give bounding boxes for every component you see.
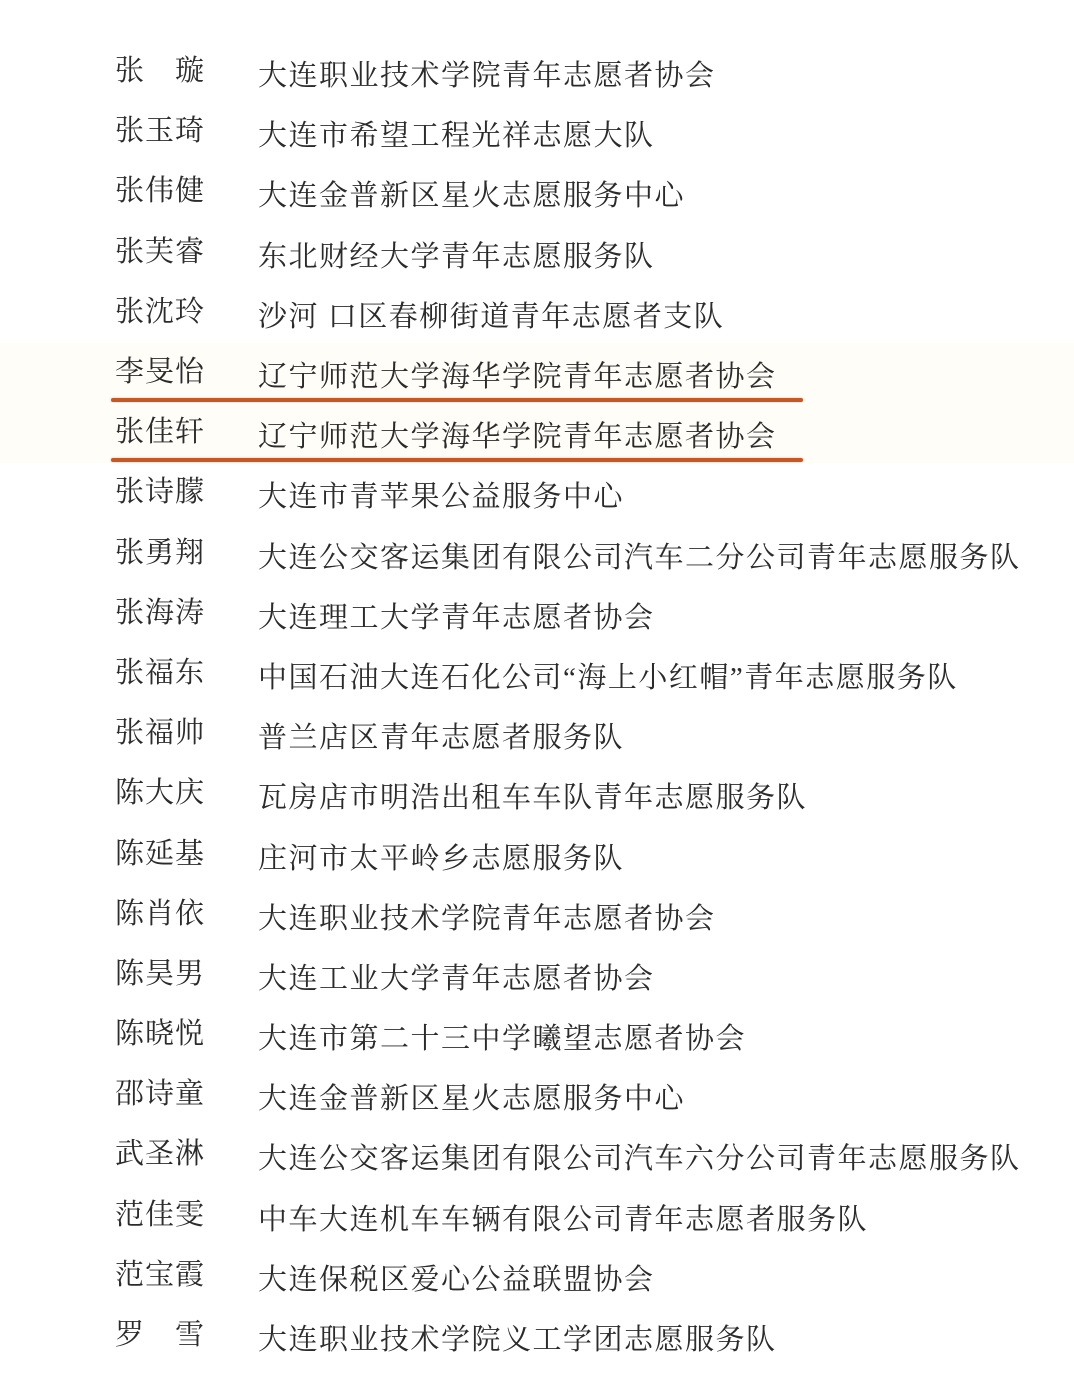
list-item	[0, 1065, 1074, 1125]
organization-name: 东北财经大学青年志愿服务队	[258, 240, 655, 273]
organization-name: 大连职业技术学院青年志愿者协会	[258, 902, 716, 935]
organization-name: 大连公交客运集团有限公司汽车二分公司青年志愿服务队	[258, 541, 1021, 574]
organization-name: 大连职业技术学院青年志愿者协会	[258, 60, 716, 93]
list-item	[0, 1306, 1074, 1366]
volunteer-name: 陈大庆	[115, 777, 206, 810]
volunteer-name: 陈晓悦	[115, 1018, 206, 1051]
list-item	[0, 524, 1074, 584]
list-item	[0, 283, 1074, 343]
organization-name: 大连理工大学青年志愿者协会	[258, 601, 655, 634]
volunteer-name: 张玉琦	[115, 115, 206, 148]
volunteer-name: 张福帅	[115, 717, 206, 750]
volunteer-name: 陈昊男	[115, 958, 206, 991]
organization-name: 瓦房店市明浩出租车车队青年志愿服务队	[258, 782, 808, 815]
volunteer-name: 范宝霞	[115, 1259, 206, 1292]
list-item	[0, 1186, 1074, 1246]
volunteer-name: 罗 雪	[115, 1319, 206, 1352]
highlight-underline	[111, 458, 803, 462]
volunteer-name: 张福东	[115, 657, 206, 690]
list-item	[0, 945, 1074, 1005]
list-item	[0, 1005, 1074, 1065]
organization-name: 大连公交客运集团有限公司汽车六分公司青年志愿服务队	[258, 1143, 1021, 1176]
organization-name: 辽宁师范大学海华学院青年志愿者协会	[258, 421, 777, 454]
volunteer-name: 张海涛	[115, 597, 206, 630]
organization-name: 大连职业技术学院义工学团志愿服务队	[258, 1324, 777, 1357]
volunteer-name: 陈延基	[115, 837, 206, 870]
highlight-underline	[111, 398, 803, 402]
organization-name: 普兰店区青年志愿者服务队	[258, 722, 625, 755]
volunteer-list	[0, 42, 1074, 1366]
volunteer-name: 张佳轩	[115, 416, 206, 449]
volunteer-name: 武圣淋	[115, 1138, 206, 1171]
list-item	[0, 764, 1074, 824]
list-item	[0, 1246, 1074, 1306]
list-item	[0, 343, 1074, 403]
volunteer-name: 张 璇	[115, 55, 206, 88]
list-item	[0, 102, 1074, 162]
organization-name: 辽宁师范大学海华学院青年志愿者协会	[258, 361, 777, 394]
volunteer-name: 张伟健	[115, 175, 206, 208]
organization-name: 沙河 口区春柳街道青年志愿者支队	[258, 300, 725, 333]
volunteer-name: 邵诗童	[115, 1078, 206, 1111]
volunteer-name: 陈肖依	[115, 897, 206, 930]
list-item	[0, 584, 1074, 644]
volunteer-name: 张芙睿	[115, 235, 206, 268]
list-item	[0, 704, 1074, 764]
list-item	[0, 644, 1074, 704]
organization-name: 中车大连机车车辆有限公司青年志愿者服务队	[258, 1203, 869, 1236]
volunteer-name: 范佳雯	[115, 1198, 206, 1231]
organization-name: 大连市希望工程光祥志愿大队	[258, 120, 655, 153]
organization-name: 大连工业大学青年志愿者协会	[258, 963, 655, 996]
list-item	[0, 162, 1074, 222]
list-item	[0, 824, 1074, 884]
organization-name: 大连金普新区星火志愿服务中心	[258, 180, 686, 213]
volunteer-name: 张诗朦	[115, 476, 206, 509]
list-item	[0, 403, 1074, 463]
organization-name: 中国石油大连石化公司“海上小红帽”青年志愿服务队	[258, 662, 958, 695]
organization-name: 大连金普新区星火志愿服务中心	[258, 1083, 686, 1116]
volunteer-name: 李旻怡	[115, 356, 206, 389]
list-item	[0, 463, 1074, 523]
list-item	[0, 223, 1074, 283]
organization-name: 大连保税区爱心公益联盟协会	[258, 1263, 655, 1296]
list-item	[0, 42, 1074, 102]
list-item	[0, 1125, 1074, 1185]
organization-name: 大连市青苹果公益服务中心	[258, 481, 625, 514]
list-item	[0, 885, 1074, 945]
volunteer-name: 张沈玲	[115, 296, 206, 329]
organization-name: 大连市第二十三中学曦望志愿者协会	[258, 1023, 747, 1056]
organization-name: 庄河市太平岭乡志愿服务队	[258, 842, 625, 875]
volunteer-name: 张勇翔	[115, 536, 206, 569]
